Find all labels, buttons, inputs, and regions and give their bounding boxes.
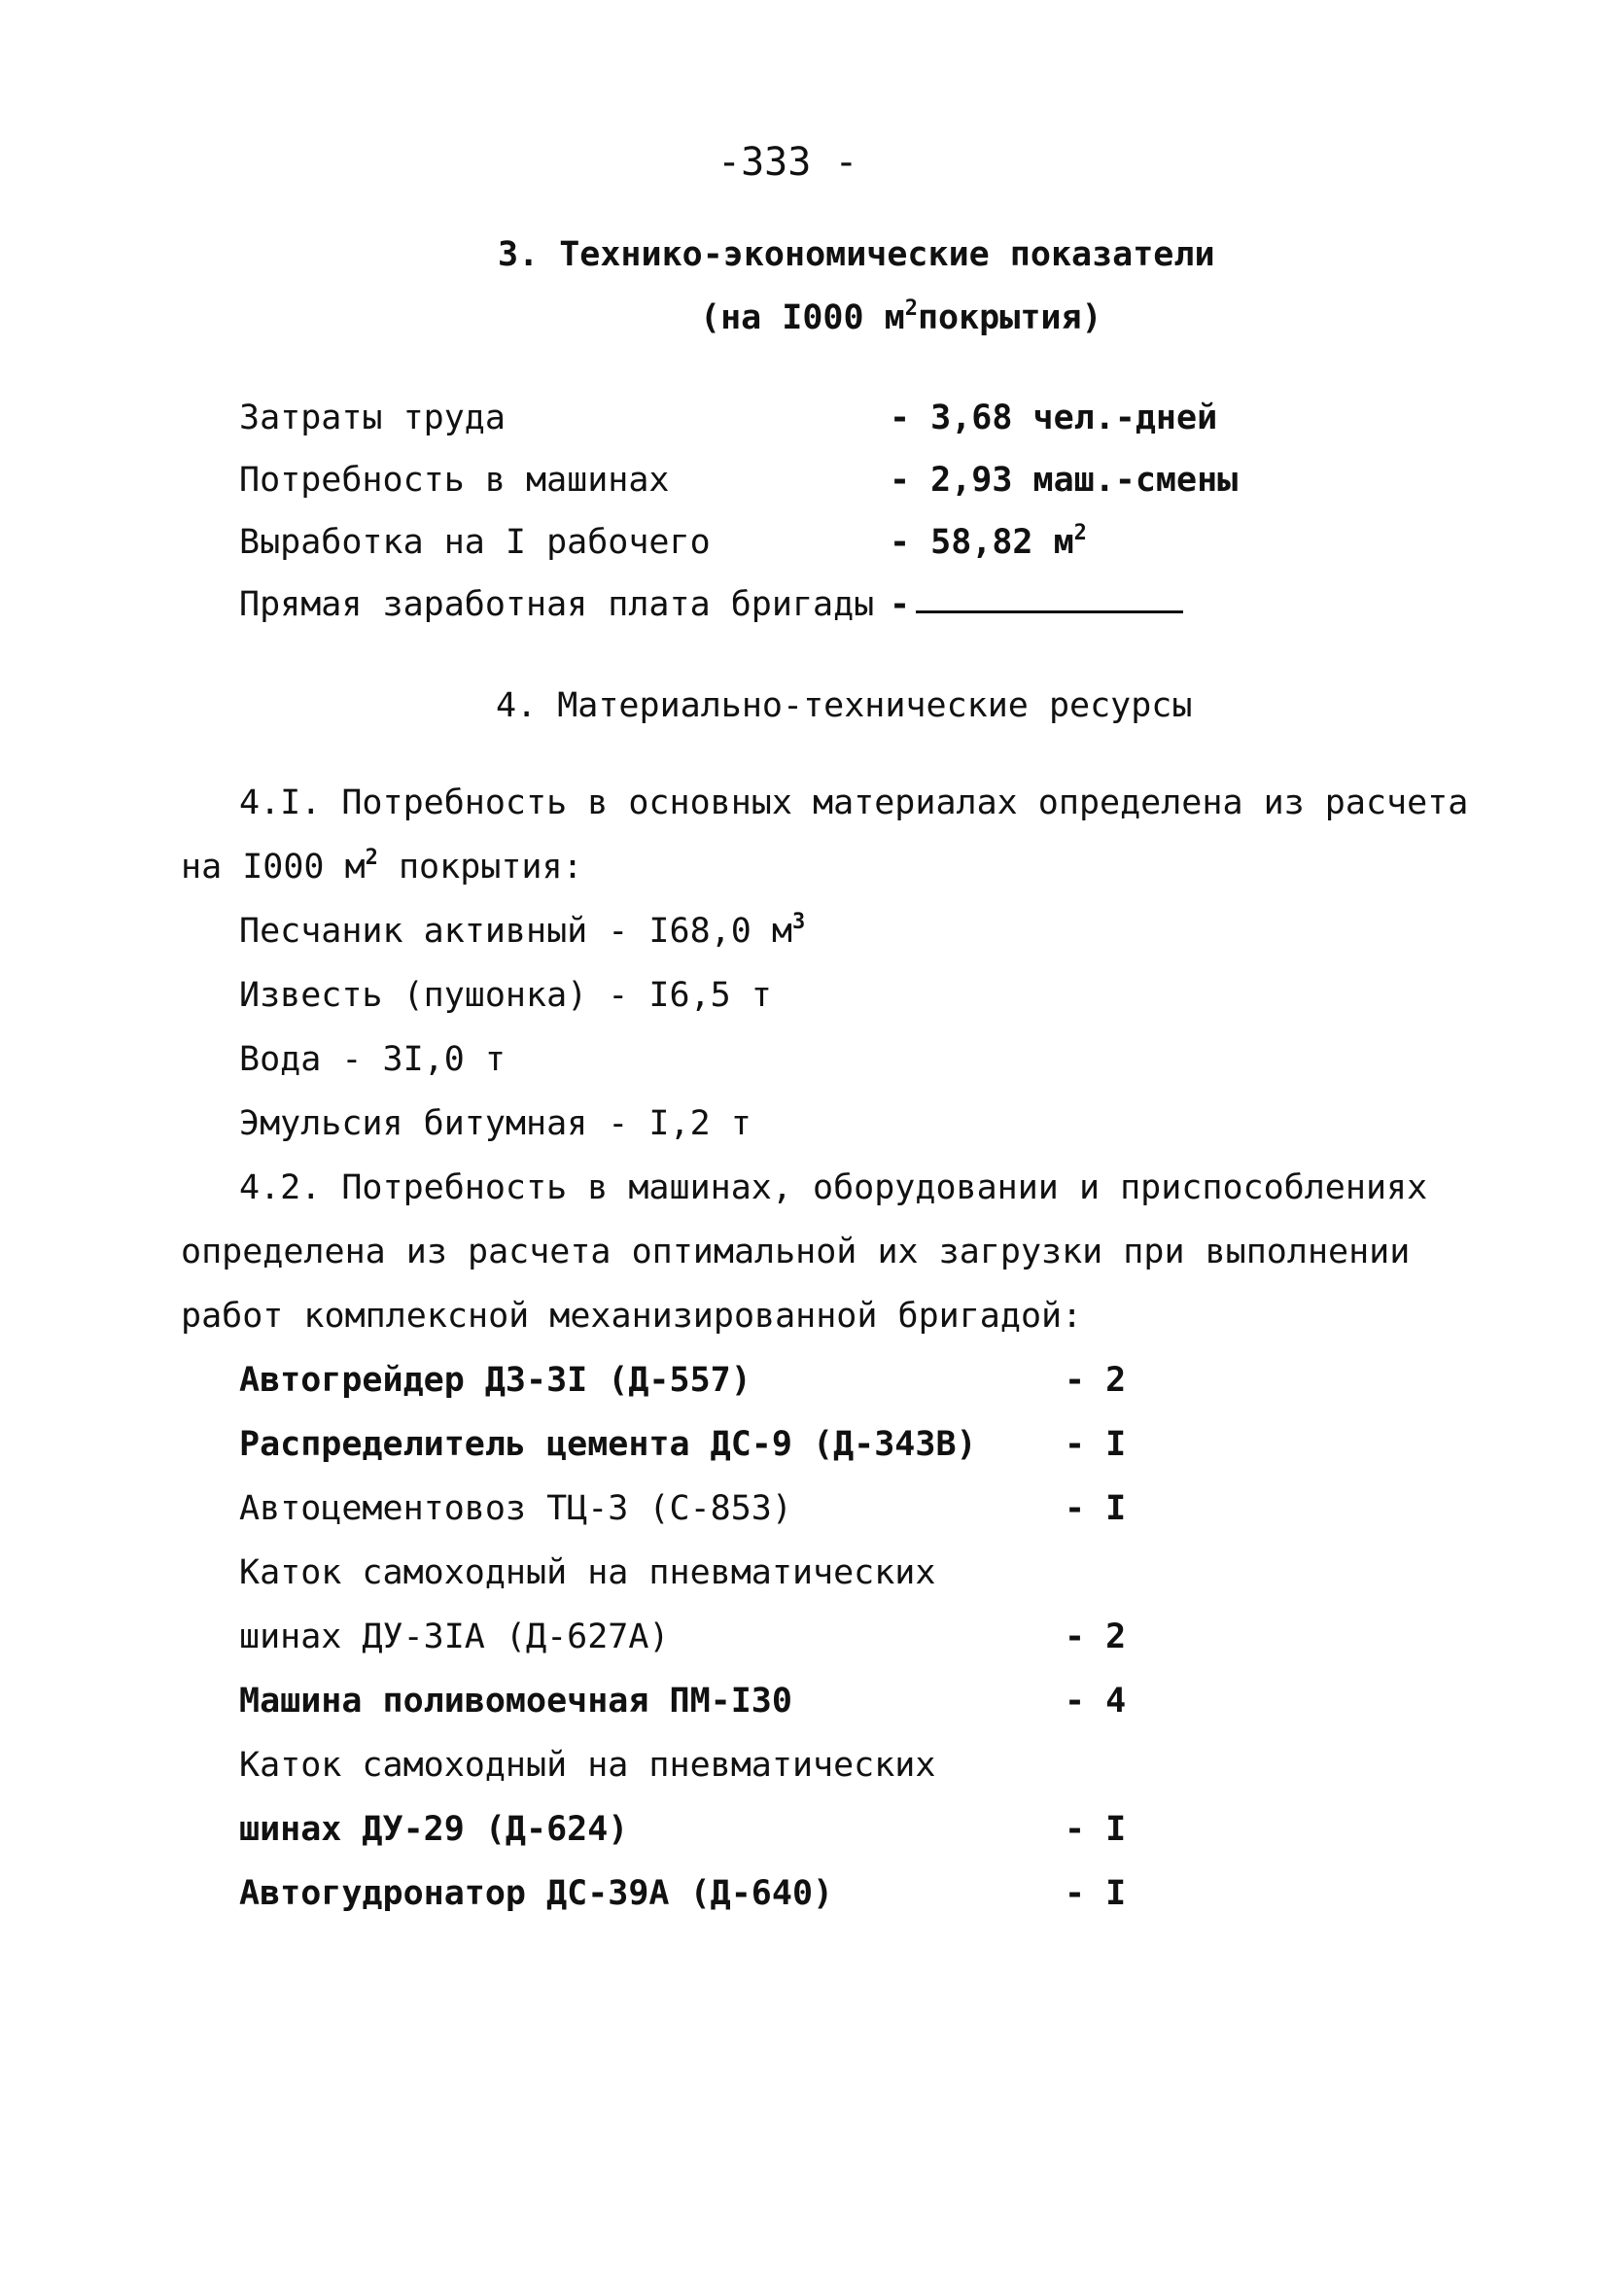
material-item: Вода - 3I,0 т	[239, 1040, 506, 1079]
machine-qty: - 2	[1065, 1361, 1127, 1400]
section-3-title: 3. Технико-экономические показатели	[498, 235, 1215, 274]
paragraph-4-2-line: работ комплексной механизированной бригадой:	[181, 1297, 1083, 1336]
machine-qty: - I	[1065, 1874, 1127, 1913]
paragraph-4-2-line: 4.2. Потребность в машинах, оборудовании и приспособлениях	[239, 1168, 1428, 1207]
indicator-value	[890, 583, 1183, 626]
indicator-label: Выработка на I рабочего	[239, 523, 711, 562]
indicator-label: Прямая заработная плата бригады	[239, 585, 875, 624]
indicator-value	[890, 521, 1087, 564]
machine-name: Каток самоходный на пневматических	[239, 1553, 936, 1592]
machine-name: Автогудронатор ДС-39А (Д-640)	[239, 1874, 834, 1913]
indicator-label: Потребность в машинах	[239, 461, 670, 500]
paragraph-4-1-sup: 2	[365, 846, 378, 870]
section-3-subtitle-sup: 2	[904, 296, 918, 321]
material-item: Эмульсия битумная - I,2 т	[239, 1104, 752, 1143]
material-text: Песчаник активный - I68,0 м	[239, 912, 792, 951]
machine-name: Распределитель цемента ДС-9 (Д-343В)	[239, 1425, 977, 1464]
machine-name: Каток самоходный на пневматических	[239, 1746, 936, 1785]
material-sup: 3	[791, 910, 806, 934]
paragraph-4-1-suffix: покрытия:	[377, 848, 583, 887]
machine-name: шинах ДУ-29 (Д-624)	[239, 1810, 629, 1849]
machine-qty: - 2	[1065, 1618, 1127, 1656]
machine-qty: - I	[1065, 1489, 1127, 1528]
machine-qty: - I	[1065, 1425, 1127, 1464]
indicator-value: - 3,68 чел.-дней	[890, 399, 1218, 437]
indicator-value-sup: 2	[1073, 521, 1087, 545]
machine-name: шинах ДУ-3IA (Д-627А)	[239, 1618, 670, 1656]
paragraph-4-1-line	[181, 846, 583, 888]
paragraph-4-1-prefix: на I000 м	[181, 848, 366, 887]
section-3-subtitle-suffix: покрытия)	[917, 298, 1102, 337]
machine-name: Автогрейдер ДЗ-3I (Д-557)	[239, 1361, 752, 1400]
indicator-value: - 2,93 маш.-смены	[890, 461, 1239, 500]
material-item	[239, 910, 805, 953]
page-number: -333 -	[717, 140, 858, 185]
section-3-subtitle	[700, 296, 1102, 339]
machine-name: Автоцементовоз ТЦ-3 (С-853)	[239, 1489, 792, 1528]
indicator-label: Затраты труда	[239, 399, 506, 437]
paragraph-4-1-line: 4.I. Потребность в основных материалах определена из расчета	[239, 783, 1469, 822]
paragraph-4-2-line: определена из расчета оптимальной их загрузки при выполнении	[181, 1233, 1411, 1271]
machine-qty: - I	[1065, 1810, 1127, 1849]
machine-qty: - 4	[1065, 1682, 1127, 1721]
indicator-value-text: - 58,82 м	[890, 523, 1074, 562]
section-4-title: 4. Материально-технические ресурсы	[496, 686, 1193, 725]
blank-fill-line	[916, 610, 1183, 613]
material-item: Известь (пушонка) - I6,5 т	[239, 976, 772, 1015]
indicator-value-text: -	[890, 585, 911, 624]
section-3-subtitle-prefix: (на I000 м	[700, 298, 905, 337]
machine-name: Машина поливомоечная ПМ-I30	[239, 1682, 792, 1721]
